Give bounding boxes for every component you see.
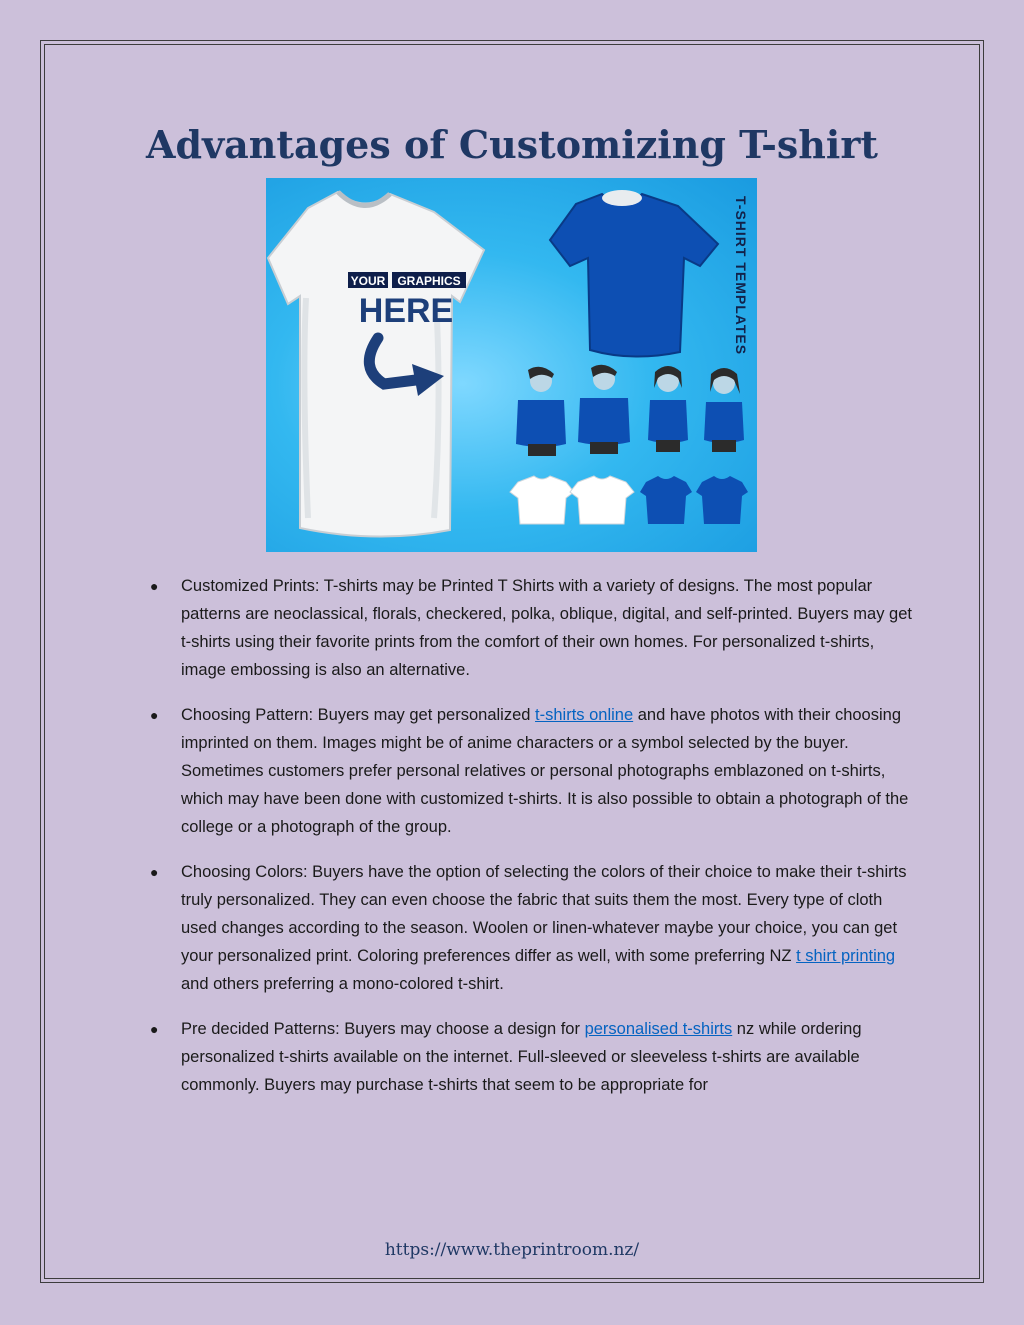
- blue-tshirt-graphic: [550, 190, 718, 357]
- tshirt-illustration: [266, 178, 757, 552]
- item-text: Customized Prints: T-shirts may be Printed T Shirts with a variety of designs. The most popular patterns are neoclassical, florals, checkered, polka, oblique, digital, and self-printed. Buyers may get t-shirts using their favorite prints from the comfort of their own homes. For personalized t-shirts, image embossing is also an alternative.: [181, 577, 912, 679]
- item-text-after: and have photos with their choosing imprinted on them. Images might be of anime characters or a symbol selected by the buyer. Sometimes customers prefer personal relatives or personal photographs emblazoned on t-shirts, which may have been done with customized t-shirts. It is also possible to obtain a photograph of the college or a photograph of the group.: [181, 706, 909, 836]
- footer-url[interactable]: https://www.theprintroom.nz/: [384, 1240, 640, 1260]
- tshirt-templates-image: [266, 178, 757, 552]
- item-text-after: nz while ordering personalized t-shirts available on the internet. Full-sleeved or sleeveless t-shirts are available commonly. Buyers may purchase t-shirts that seem to be appropriate for: [181, 1020, 862, 1094]
- small-shirts: [510, 476, 748, 524]
- hero-line2: HERE: [358, 292, 454, 330]
- list-item: [148, 572, 918, 684]
- bullet-icon: ●: [150, 1021, 159, 1037]
- personalised-tshirts-link[interactable]: personalised t-shirts: [584, 1020, 733, 1038]
- list-item: [148, 701, 918, 841]
- bullet-icon: ●: [150, 578, 159, 594]
- bullet-icon: ●: [150, 707, 159, 723]
- item-text-after: and others preferring a mono-colored t-shirt.: [181, 975, 504, 993]
- item-text-before: Choosing Colors: Buyers have the option of selecting the colors of their choice to make their t-shirts truly personalized. They can even choose the fabric that suits them the most. Every type of cloth used changes according to the season. Woolen or linen-whatever maybe your choice, you can get your personalized print. Coloring preferences differ as well, with some preferring NZ: [181, 863, 907, 965]
- tshirts-online-link[interactable]: t-shirts online: [535, 706, 634, 724]
- hero-line1b: GRAPHICS: [397, 274, 461, 288]
- hero-line1a: YOUR: [350, 274, 386, 288]
- side-text: T-SHIRT TEMPLATES: [733, 196, 749, 356]
- advantages-list: [148, 572, 918, 1116]
- list-item: [148, 1015, 918, 1099]
- item-text-before: Pre decided Patterns: Buyers may choose a design for: [181, 1020, 585, 1038]
- white-tshirt-graphic: [268, 192, 484, 537]
- model-figures: [516, 365, 744, 456]
- list-item: [148, 858, 918, 998]
- bullet-icon: ●: [150, 864, 159, 880]
- page-title: Advantages of Customizing T-shirt: [146, 122, 878, 167]
- item-text-before: Choosing Pattern: Buyers may get personalized: [181, 706, 536, 724]
- tshirt-printing-link[interactable]: t shirt printing: [796, 947, 896, 965]
